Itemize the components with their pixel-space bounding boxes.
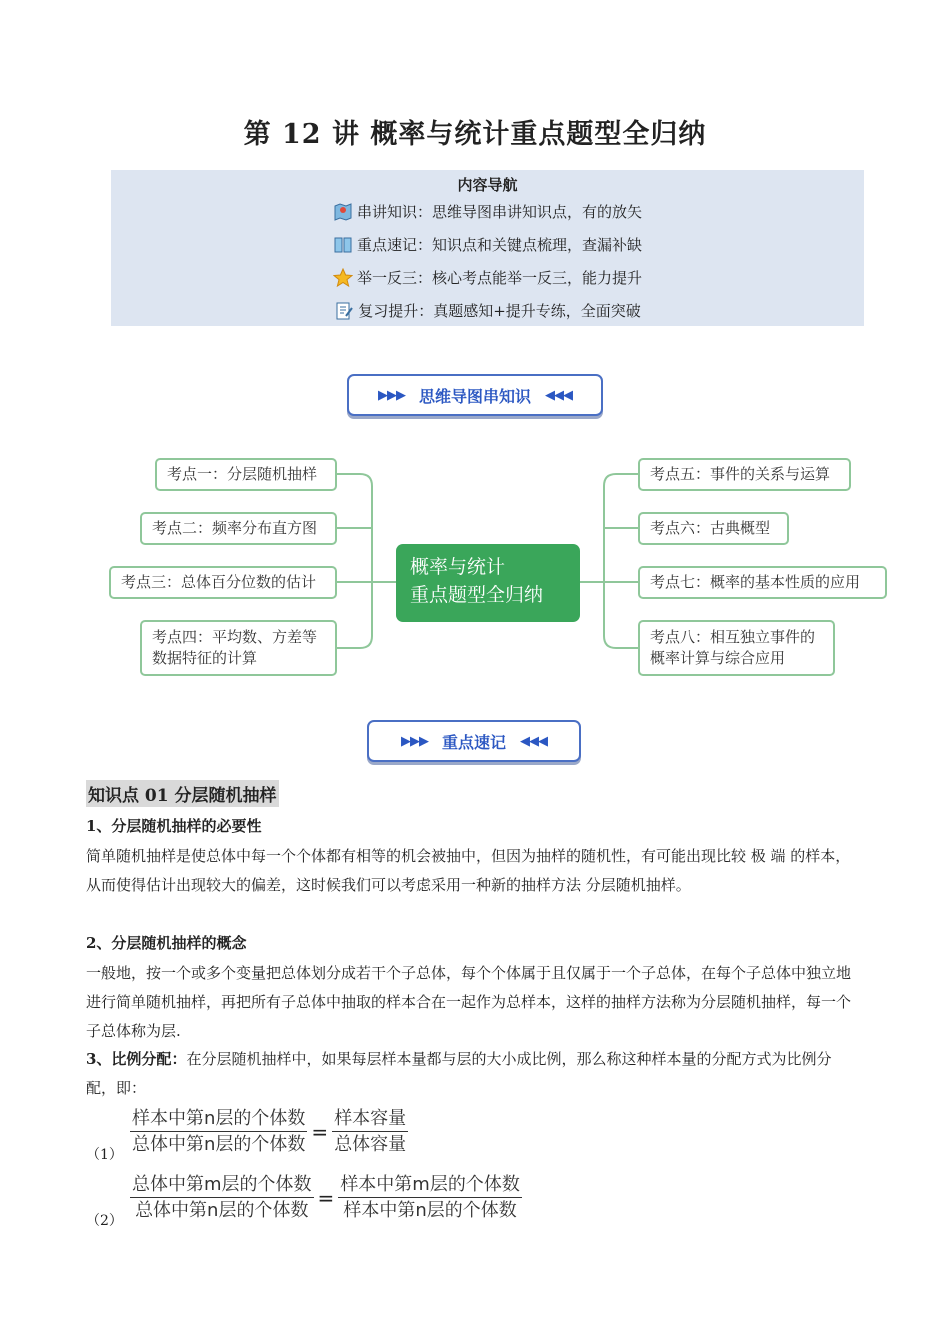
formula-label: （2） bbox=[86, 1213, 123, 1229]
section-heading: 1、分层随机抽样的必要性 bbox=[86, 817, 262, 835]
arrows-left-icon: ◀◀◀ bbox=[545, 387, 572, 403]
banner-label: 思维导图串知识 bbox=[418, 386, 531, 406]
nav-row-text: 串讲知识：思维导图串讲知识点，有的放矢 bbox=[356, 203, 642, 221]
mindmap-node: 考点七：概率的基本性质的应用 bbox=[638, 566, 887, 599]
nav-row-text: 复习提升：真题感知+提升专练，全面突破 bbox=[358, 302, 641, 320]
page-title: 第 12 讲 概率与统计重点题型全归纳 bbox=[243, 119, 707, 150]
nav-row-text: 举一反三：核心考点能举一反三，能力提升 bbox=[356, 269, 642, 287]
fraction-denominator: 总体中第n层的个体数 bbox=[135, 1200, 309, 1221]
mindmap-center bbox=[396, 544, 580, 622]
nav-row-text: 重点速记：知识点和关键点梳理，查漏补缺 bbox=[356, 236, 642, 254]
paragraph: 简单随机抽样是使总体中每一个个体都有相等的机会被抽中，但因为抽样的随机性，有可能出现比较 极 端 的样本，从而使得估计出现较大的偏差，这时候我们可以考虑采用一种新的抽样方法 分层随机抽样。 bbox=[86, 847, 851, 894]
nav-heading: 内容导航 bbox=[457, 176, 518, 194]
knowledge-point-title: 知识点 01 分层随机抽样 bbox=[86, 780, 279, 807]
fraction-denominator: 样本中第n层的个体数 bbox=[343, 1200, 517, 1221]
section-heading: 2、分层随机抽样的概念 bbox=[86, 934, 247, 952]
fraction-numerator: 样本中第m层的个体数 bbox=[338, 1172, 522, 1198]
arrows-right-icon: ▶▶▶ bbox=[377, 387, 405, 403]
mindmap-node: 考点二：频率分布直方图 bbox=[140, 512, 337, 545]
paragraph: 一般地，按一个或多个变量把总体划分成若干个子总体，每个个体属于且仅属于一个子总体，在每个子总体中独立地进行简单随机抽样，再把所有子总体中抽取的样本合在一起作为总样本，这样的抽样方法称为分层随机抽样，每一个子总体称为层. bbox=[86, 964, 852, 1040]
banner-label: 重点速记 bbox=[441, 732, 506, 752]
mindmap-node: 考点八：相互独立事件的概率计算与综合应用 bbox=[638, 620, 835, 676]
fraction-numerator: 总体中第m层的个体数 bbox=[130, 1172, 314, 1198]
key-points-banner bbox=[367, 720, 581, 762]
mindmap-node: 考点三：总体百分位数的估计 bbox=[109, 566, 337, 599]
mindmap-node: 考点一：分层随机抽样 bbox=[155, 458, 337, 491]
paragraph: 3、比例分配：在分层随机抽样中，如果每层样本量都与层的大小成比例，那么称这种样本量的分配方式为比例分配，即： bbox=[86, 1050, 832, 1097]
fraction-numerator: 样本中第n层的个体数 bbox=[130, 1106, 307, 1132]
fraction-numerator: 样本容量 bbox=[332, 1106, 408, 1132]
center-line: 概率与统计 bbox=[410, 556, 506, 578]
center-line: 重点题型全归纳 bbox=[410, 584, 544, 606]
section-heading: 3、比例分配： bbox=[86, 1050, 187, 1068]
mindmap-node: 考点六：古典概型 bbox=[638, 512, 789, 545]
formula-label: （1） bbox=[86, 1147, 123, 1163]
fraction-denominator: 总体中第n层的个体数 bbox=[132, 1134, 306, 1155]
arrows-left-icon: ◀◀◀ bbox=[520, 733, 547, 749]
fraction-denominator: 总体容量 bbox=[334, 1134, 407, 1155]
mindmap-node: 考点五：事件的关系与运算 bbox=[638, 458, 851, 491]
mindmap-node: 考点四：平均数、方差等数据特征的计算 bbox=[140, 620, 337, 676]
arrows-right-icon: ▶▶▶ bbox=[400, 733, 428, 749]
